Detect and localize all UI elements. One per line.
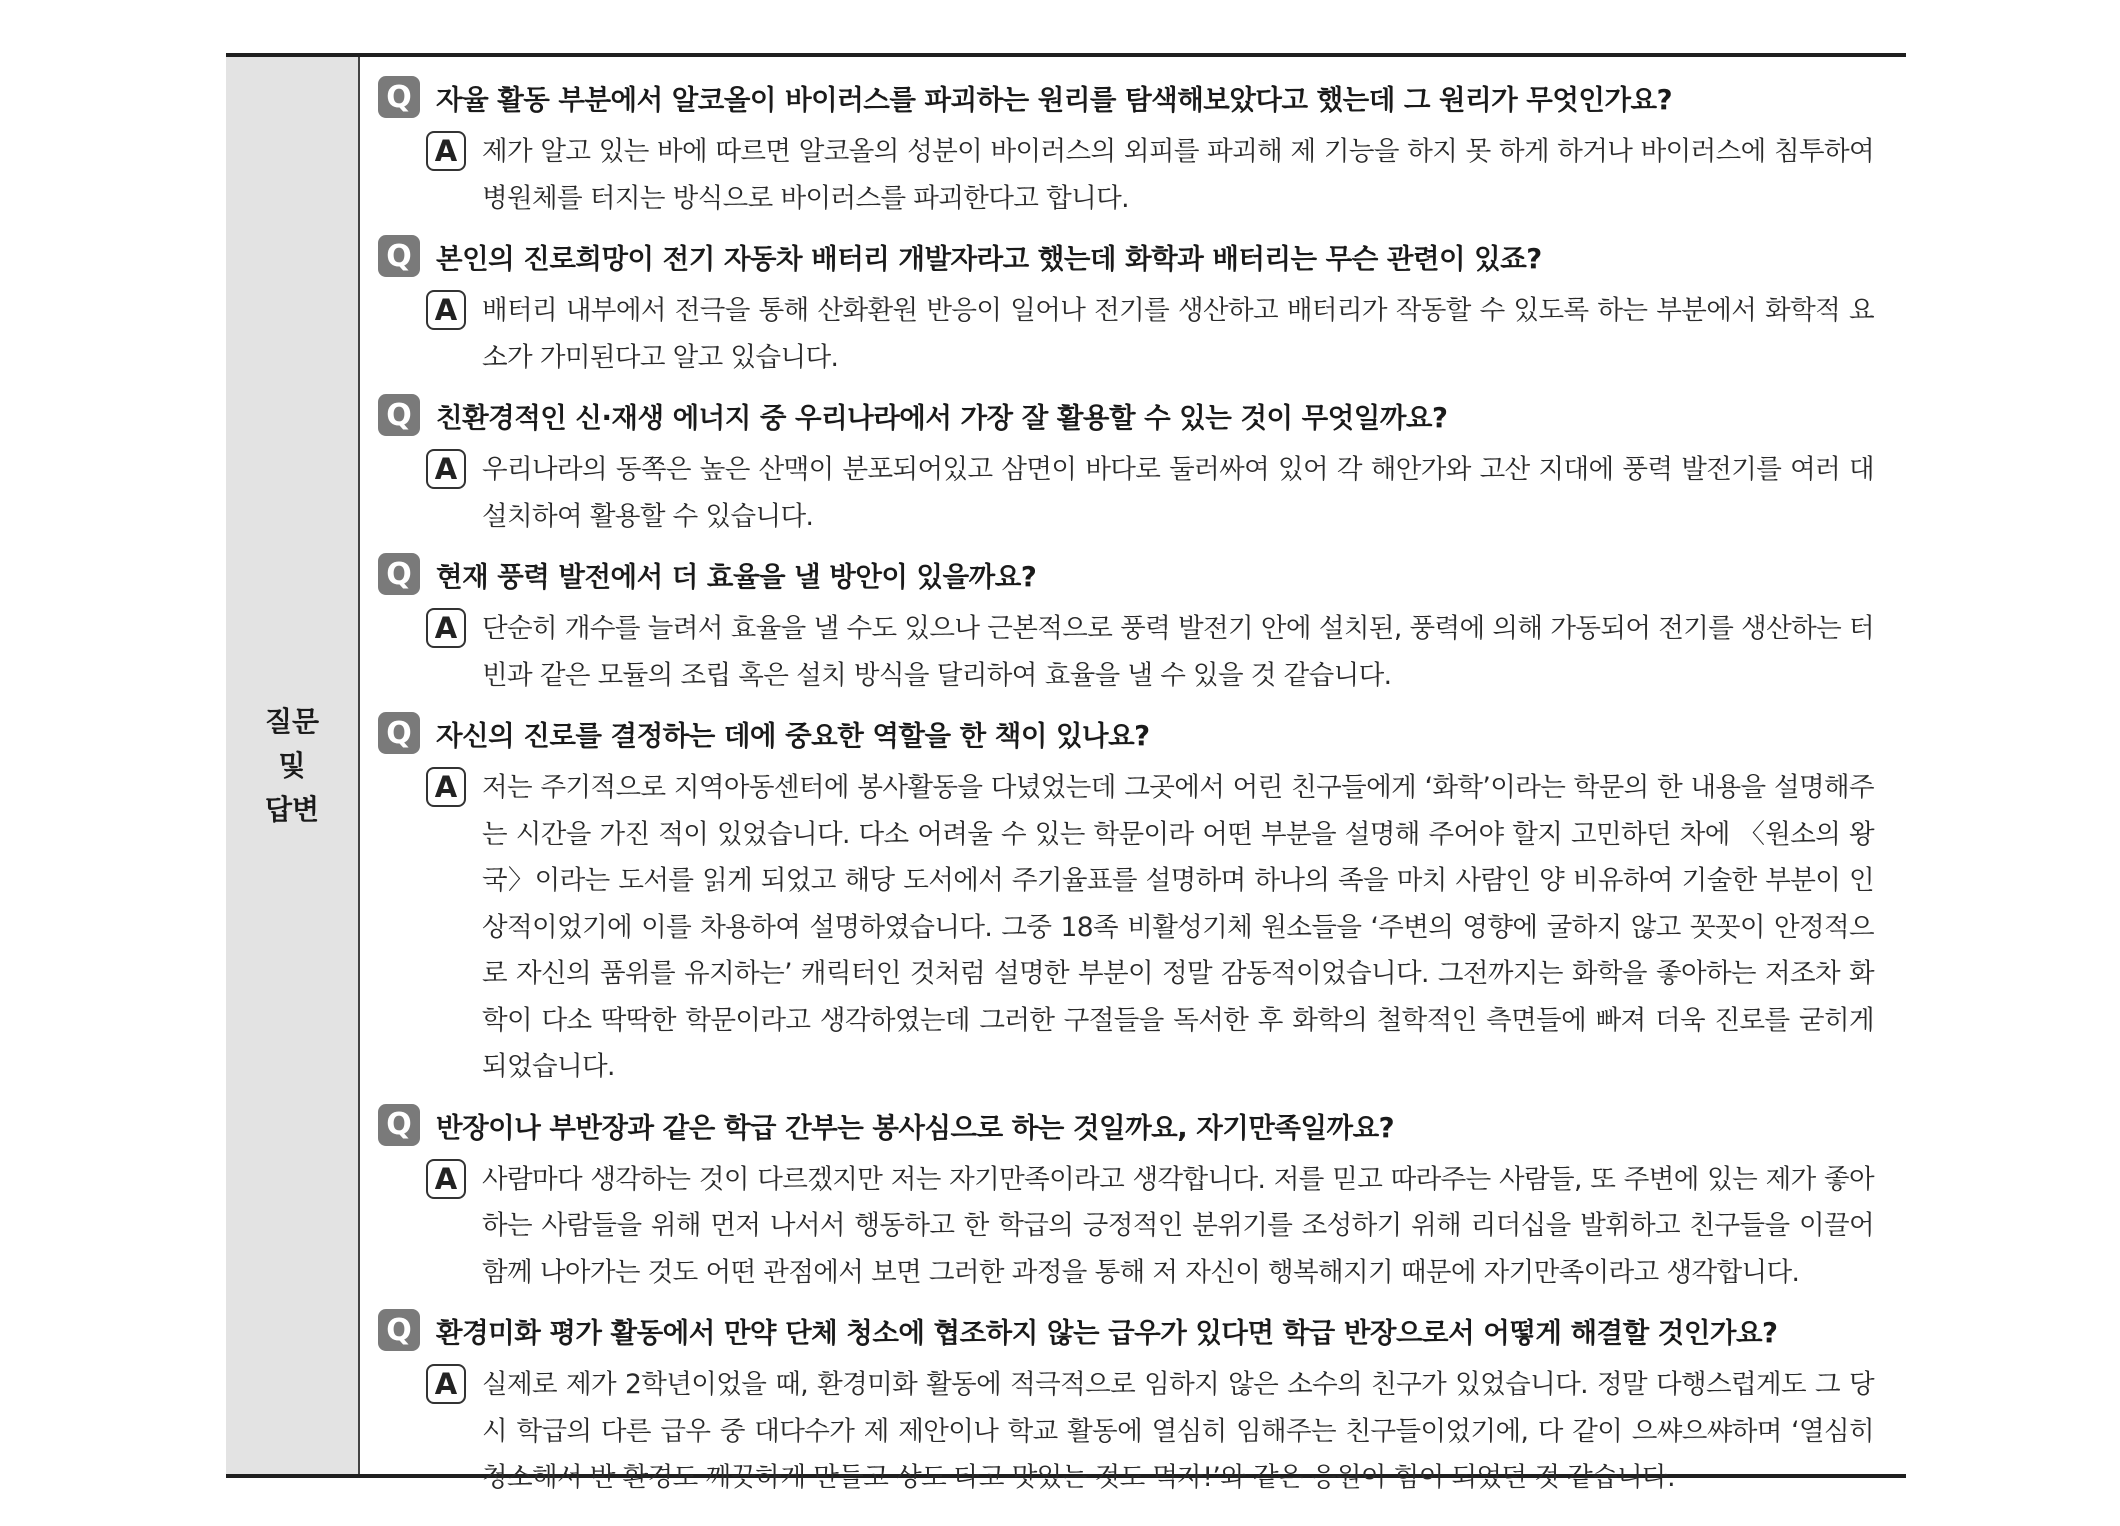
a-badge-icon: A bbox=[426, 767, 466, 807]
answer-row bbox=[378, 1157, 1892, 1297]
qa-content bbox=[360, 57, 1906, 1493]
qa-item bbox=[378, 548, 1892, 699]
question-text: 반장이나 부반장과 같은 학급 간부는 봉사심으로 하는 것일까요, 자기만족일까요? bbox=[436, 1111, 1395, 1144]
question-row bbox=[378, 389, 1892, 441]
q-badge-icon: Q bbox=[378, 1104, 420, 1146]
answer-row bbox=[378, 447, 1892, 540]
question-row bbox=[378, 1099, 1892, 1151]
q-badge-icon: Q bbox=[378, 712, 420, 754]
q-badge-icon: Q bbox=[378, 553, 420, 595]
section-label-line-2: 및 bbox=[278, 748, 306, 782]
question-row bbox=[378, 1304, 1892, 1356]
section-label-cell bbox=[226, 57, 360, 1474]
answer-row bbox=[378, 129, 1892, 222]
question-row bbox=[378, 230, 1892, 282]
question-text: 친환경적인 신·재생 에너지 중 우리나라에서 가장 잘 활용할 수 있는 것이 무엇일까요? bbox=[436, 402, 1448, 434]
a-badge-icon: A bbox=[426, 1159, 466, 1199]
a-badge-icon: A bbox=[426, 608, 466, 648]
answer-row bbox=[378, 606, 1892, 699]
answer-text: 단순히 개수를 늘려서 효율을 낼 수도 있으나 근본적으로 풍력 발전기 안에 설치된, 풍력에 의해 가동되어 전기를 생산하는 터빈과 같은 모듈의 조립 혹은 설치 방식을 달리하여 효율을 낼 수 있을 것 같습니다. bbox=[482, 613, 1874, 691]
answer-text: 배터리 내부에서 전극을 통해 산화환원 반응이 일어나 전기를 생산하고 배터리가 작동할 수 있도록 하는 부분에서 화학적 요소가 가미된다고 알고 있습니다. bbox=[482, 295, 1874, 373]
qa-item bbox=[378, 707, 1892, 1091]
answer-text: 우리나라의 동쪽은 높은 산맥이 분포되어있고 삼면이 바다로 둘러싸여 있어 각 해안가와 고산 지대에 풍력 발전기를 여러 대 설치하여 활용할 수 있습니다. bbox=[482, 454, 1874, 532]
answer-row bbox=[378, 765, 1892, 1091]
question-row bbox=[378, 707, 1892, 759]
section-label-line-1: 질문 bbox=[264, 704, 320, 738]
answer-text: 실제로 제가 2학년이었을 때, 환경미화 활동에 적극적으로 임하지 않은 소수의 친구가 있었습니다. 정말 다행스럽게도 그 당시 학급의 다른 급우 중 대다수가 제 제안이나 학교 활동에 열심히 임해주는 친구들이었기에, 다 같이 으쌰으쌰하며 ‘열심히 청소해서 반 환경도 깨끗하게 만들고 상도 타고 맛있는 것도 먹자!’와 같은 응원이 힘이 되었던 것 같습니다. bbox=[482, 1369, 1874, 1493]
answer-text: 저는 주기적으로 지역아동센터에 봉사활동을 다녔었는데 그곳에서 어린 친구들에게 ‘화학’이라는 학문의 한 내용을 설명해주는 시간을 가진 적이 있었습니다. 다소 어려울 수 있는 학문이라 어떤 부분을 설명해 주어야 할지 고민하던 차에 〈원소의 왕국〉이라는 도서를 읽게 되었고 해당 도서에서 주기율표를 설명하며 하나의 족을 마치 사람인 양 비유하여 기술한 부분이 인상적이었기에 이를 차용하여 설명하였습니다. 그중 18족 비활성기체 원소들을 ‘주변의 영향에 굴하지 않고 꼿꼿이 안정적으로 자신의 품위를 유지하는’ 캐릭터인 것처럼 설명한 부분이 정말 감동적이었습니다. 그전까지는 화학을 좋아하는 저조차 화학이 다소 딱딱한 학문이라고 생각하였는데 그러한 구절들을 독서한 후 화학의 철학적인 측면들에 빠져 더욱 진로를 굳히게 되었습니다. bbox=[482, 772, 1874, 1082]
q-badge-icon: Q bbox=[378, 394, 420, 436]
question-row bbox=[378, 71, 1892, 123]
q-badge-icon: Q bbox=[378, 1309, 420, 1351]
qa-table bbox=[226, 53, 1906, 1493]
question-text: 현재 풍력 발전에서 더 효율을 낼 방안이 있을까요? bbox=[436, 561, 1037, 593]
answer-text: 제가 알고 있는 바에 따르면 알코올의 성분이 바이러스의 외피를 파괴해 제 기능을 하지 못 하게 하거나 바이러스에 침투하여 병원체를 터지는 방식으로 바이러스를 파괴한다고 합니다. bbox=[482, 136, 1874, 214]
qa-item bbox=[378, 71, 1892, 222]
a-badge-icon: A bbox=[426, 449, 466, 489]
question-text: 자신의 진로를 결정하는 데에 중요한 역할을 한 책이 있나요? bbox=[436, 720, 1150, 752]
qa-item bbox=[378, 1099, 1892, 1297]
q-badge-icon: Q bbox=[378, 235, 420, 277]
a-badge-icon: A bbox=[426, 290, 466, 330]
answer-row bbox=[378, 288, 1892, 381]
question-text: 자율 활동 부분에서 알코올이 바이러스를 파괴하는 원리를 탐색해보았다고 했는데 그 원리가 무엇인가요? bbox=[436, 84, 1673, 116]
q-badge-icon: Q bbox=[378, 76, 420, 118]
answer-text: 사람마다 생각하는 것이 다르겠지만 저는 자기만족이라고 생각합니다. 저를 믿고 따라주는 사람들, 또 주변에 있는 제가 좋아하는 사람들을 위해 먼저 나서서 행동하고 한 학급의 긍정적인 분위기를 조성하기 위해 리더십을 발휘하고 친구들을 이끌어 함께 나아가는 것도 어떤 관점에서 보면 그러한 과정을 통해 저 자신이 행복해지기 때문에 자기만족이라고 생각합니다. bbox=[482, 1163, 1874, 1288]
qa-item bbox=[378, 389, 1892, 540]
answer-row bbox=[378, 1362, 1892, 1502]
qa-item bbox=[378, 230, 1892, 381]
a-badge-icon: A bbox=[426, 131, 466, 171]
a-badge-icon: A bbox=[426, 1364, 466, 1404]
question-text: 본인의 진로희망이 전기 자동차 배터리 개발자라고 했는데 화학과 배터리는 무슨 관련이 있죠? bbox=[436, 243, 1542, 275]
question-row bbox=[378, 548, 1892, 600]
section-label-line-3: 답변 bbox=[264, 792, 320, 826]
qa-item bbox=[378, 1304, 1892, 1502]
question-text: 환경미화 평가 활동에서 만약 단체 청소에 협조하지 않는 급우가 있다면 학급 반장으로서 어떻게 해결할 것인가요? bbox=[436, 1317, 1778, 1349]
